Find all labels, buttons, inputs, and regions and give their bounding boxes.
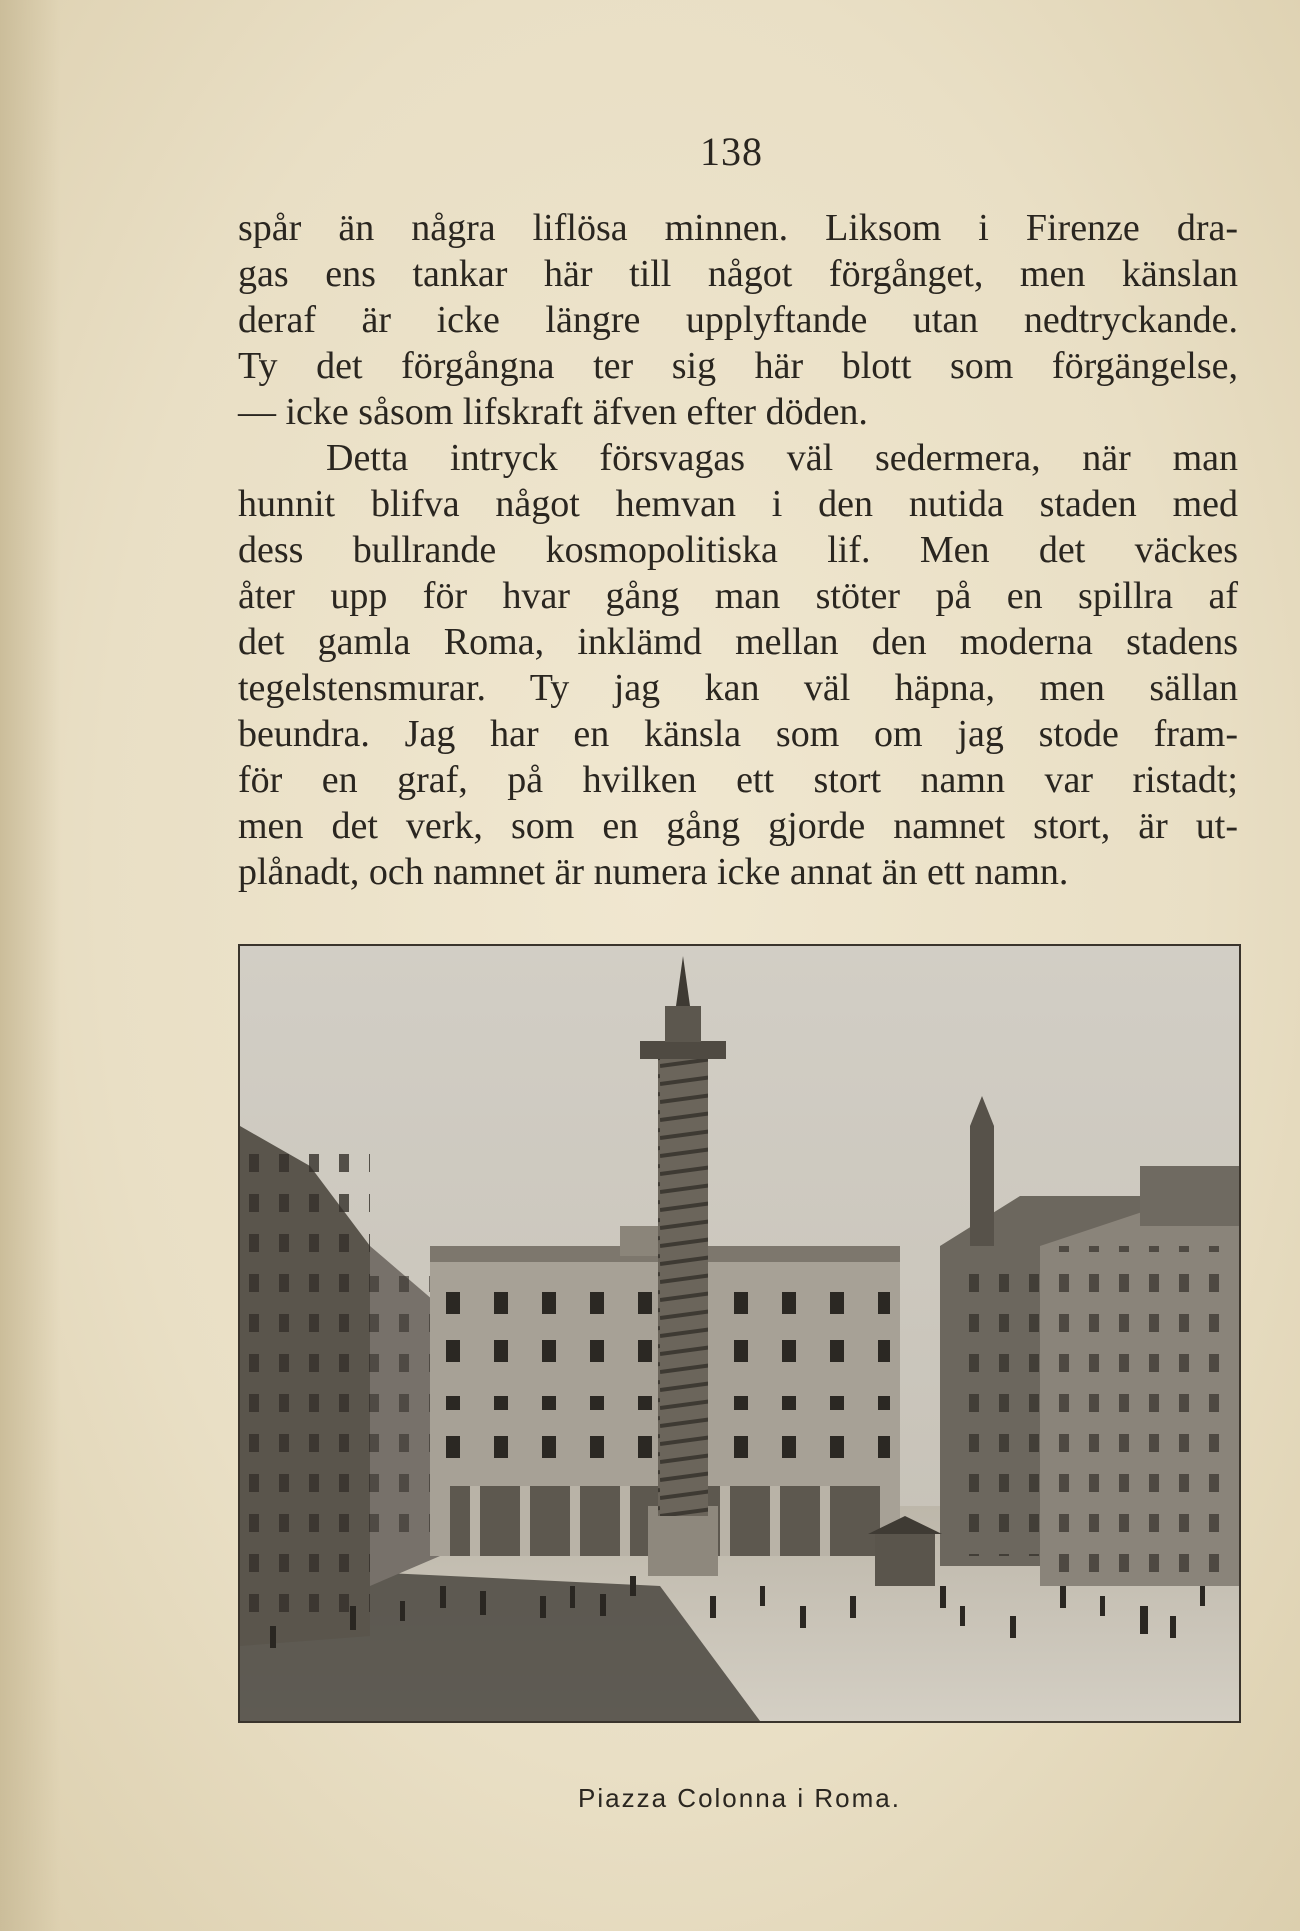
body-text: [238, 205, 1238, 895]
paragraph-1: [238, 205, 1238, 435]
text-line: beundra. Jag har en känsla som om jag stode fram-: [238, 713, 1238, 755]
text-line: åter upp för hvar gång man stöter på en spillra af: [238, 575, 1238, 617]
paragraph-2: [238, 435, 1238, 895]
text-line: tegelstensmurar. Ty jag kan väl häpna, men sällan: [238, 667, 1238, 709]
text-line: dess bullrande kosmopolitiska lif. Men det väckes: [238, 529, 1238, 571]
text-line: — icke såsom lifskraft äfven efter döden.: [238, 391, 868, 433]
photo-illustration: [240, 946, 1239, 1721]
page-gutter-shadow: [0, 0, 60, 1931]
page-number: 138: [700, 129, 763, 174]
text-line: för en graf, på hvilken ett stort namn var ristadt;: [238, 759, 1238, 801]
text-line: det gamla Roma, inklämd mellan den moderna stadens: [238, 621, 1238, 663]
text-line: deraf är icke längre upplyftande utan nedtryckande.: [238, 299, 1238, 341]
text-line: Ty det förgångna ter sig här blott som förgängelse,: [238, 345, 1238, 387]
text-line: gas ens tankar här till något förgånget, men känslan: [238, 253, 1238, 295]
text-line: Detta intryck försvagas väl sedermera, när man: [326, 437, 1238, 479]
text-line: plånadt, och namnet är numera icke annat än ett namn.: [238, 851, 1069, 893]
photo-piazza-colonna: [238, 944, 1241, 1723]
text-line: men det verk, som en gång gjorde namnet stort, är ut-: [238, 805, 1238, 847]
text-line: spår än några liflösa minnen. Liksom i Firenze dra-: [238, 207, 1238, 249]
figure-caption: Piazza Colonna i Roma.: [578, 1783, 901, 1813]
text-line: hunnit blifva något hemvan i den nutida staden med: [238, 483, 1238, 525]
